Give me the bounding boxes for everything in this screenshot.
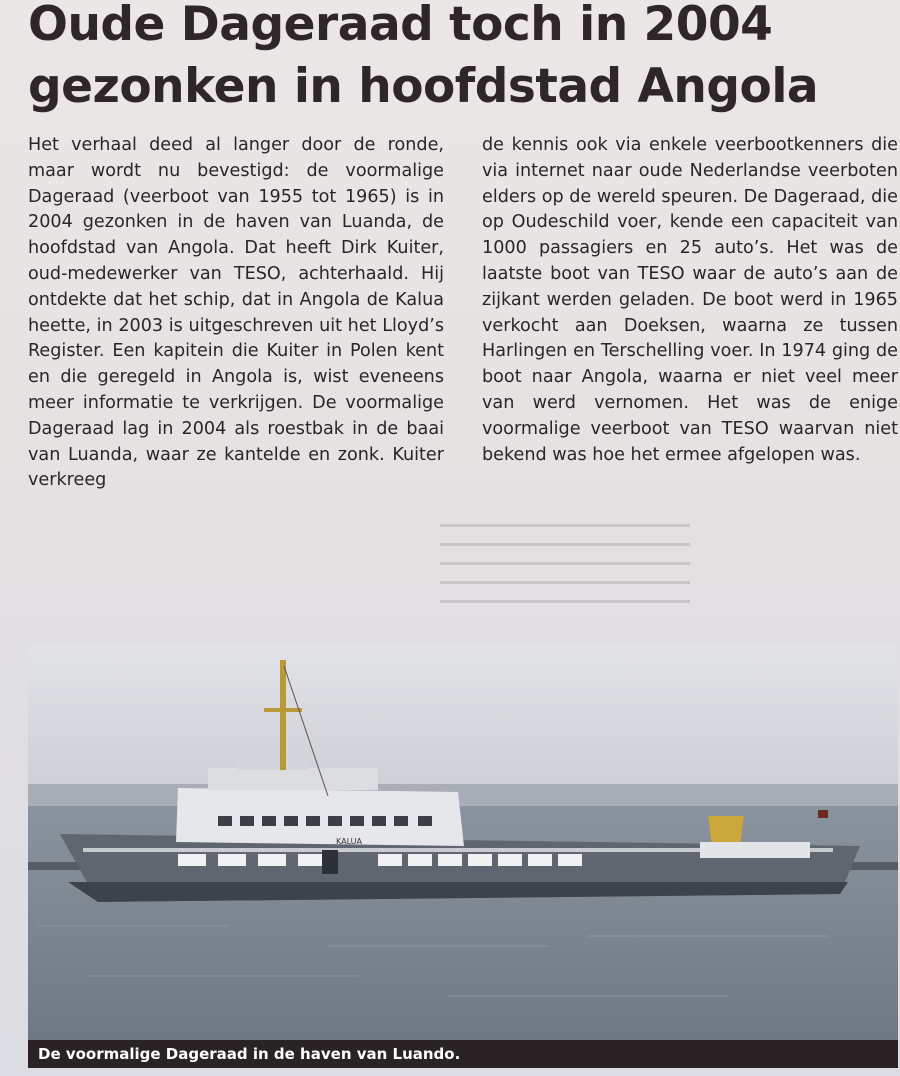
ship-name: KALUA [336, 837, 362, 846]
headline-line-1: Oude Dageraad toch in 2004 [28, 0, 773, 52]
stern-flag [818, 810, 828, 818]
ferry-illustration [28, 646, 898, 1040]
distant-shore [28, 784, 898, 806]
bleed-through-texture [440, 508, 690, 638]
column-right-text: de kennis ook via enkele veerbootkenners die via internet naar oude Nederlandse veerboten elders op de wereld speuren. De Dageraad, die op Oudeschild voer, kende een capaciteit van 1000 passagiers en 25 auto’s. Het was de laatste boot van TESO waar de auto’s aan de zijkant werden geladen. De boot werd in 1965 verkocht aan Doeksen, waarna ze tussen Harlingen en Terschelling voer. In 1974 ging de boot naar Angola, waarna er niet veel meer van werd vernomen. Het was de enige voormalige veerboot van TESO waarvan niet bekend was hoe het ermee afgelopen was. [482, 135, 898, 465]
ferry-photo [28, 646, 898, 1040]
article-headline [28, 0, 888, 118]
photo-caption: De voormalige Dageraad in de haven van Luando. [38, 1045, 461, 1063]
article-column-right [482, 133, 898, 513]
article-column-left [28, 133, 444, 513]
ship-mast [280, 660, 286, 770]
article-body [28, 133, 898, 513]
column-left-text: Het verhaal deed al langer door de ronde, maar wordt nu bevestigd: de voormalige Dageraad (veerboot van 1955 tot 1965) is in 2004 gezonken in de haven van Luanda, de hoofdstad van Angola. Dat heeft Dirk Kuiter, oud-medewerker van TESO, achterhaald. Hij ontdekte dat het schip, dat in Angola de Kalua heette, in 2003 is uitgeschreven uit het Lloyd’s Register. Een kapitein die Kuiter in Polen kent en die geregeld in Angola is, wist eveneens meer informatie te verkrijgen. De voormalige Dageraad lag in 2004 als roestbak in de baai van Luanda, waar ze kantelde en zonk. Kuiter verkreeg [28, 135, 444, 491]
wheelhouse [238, 754, 308, 770]
headline-line-2: gezonken in hoofdstad Angola [28, 59, 819, 114]
bridge-deck [208, 768, 378, 790]
ship-funnel [708, 816, 744, 846]
aft-deckhouse [700, 842, 810, 858]
